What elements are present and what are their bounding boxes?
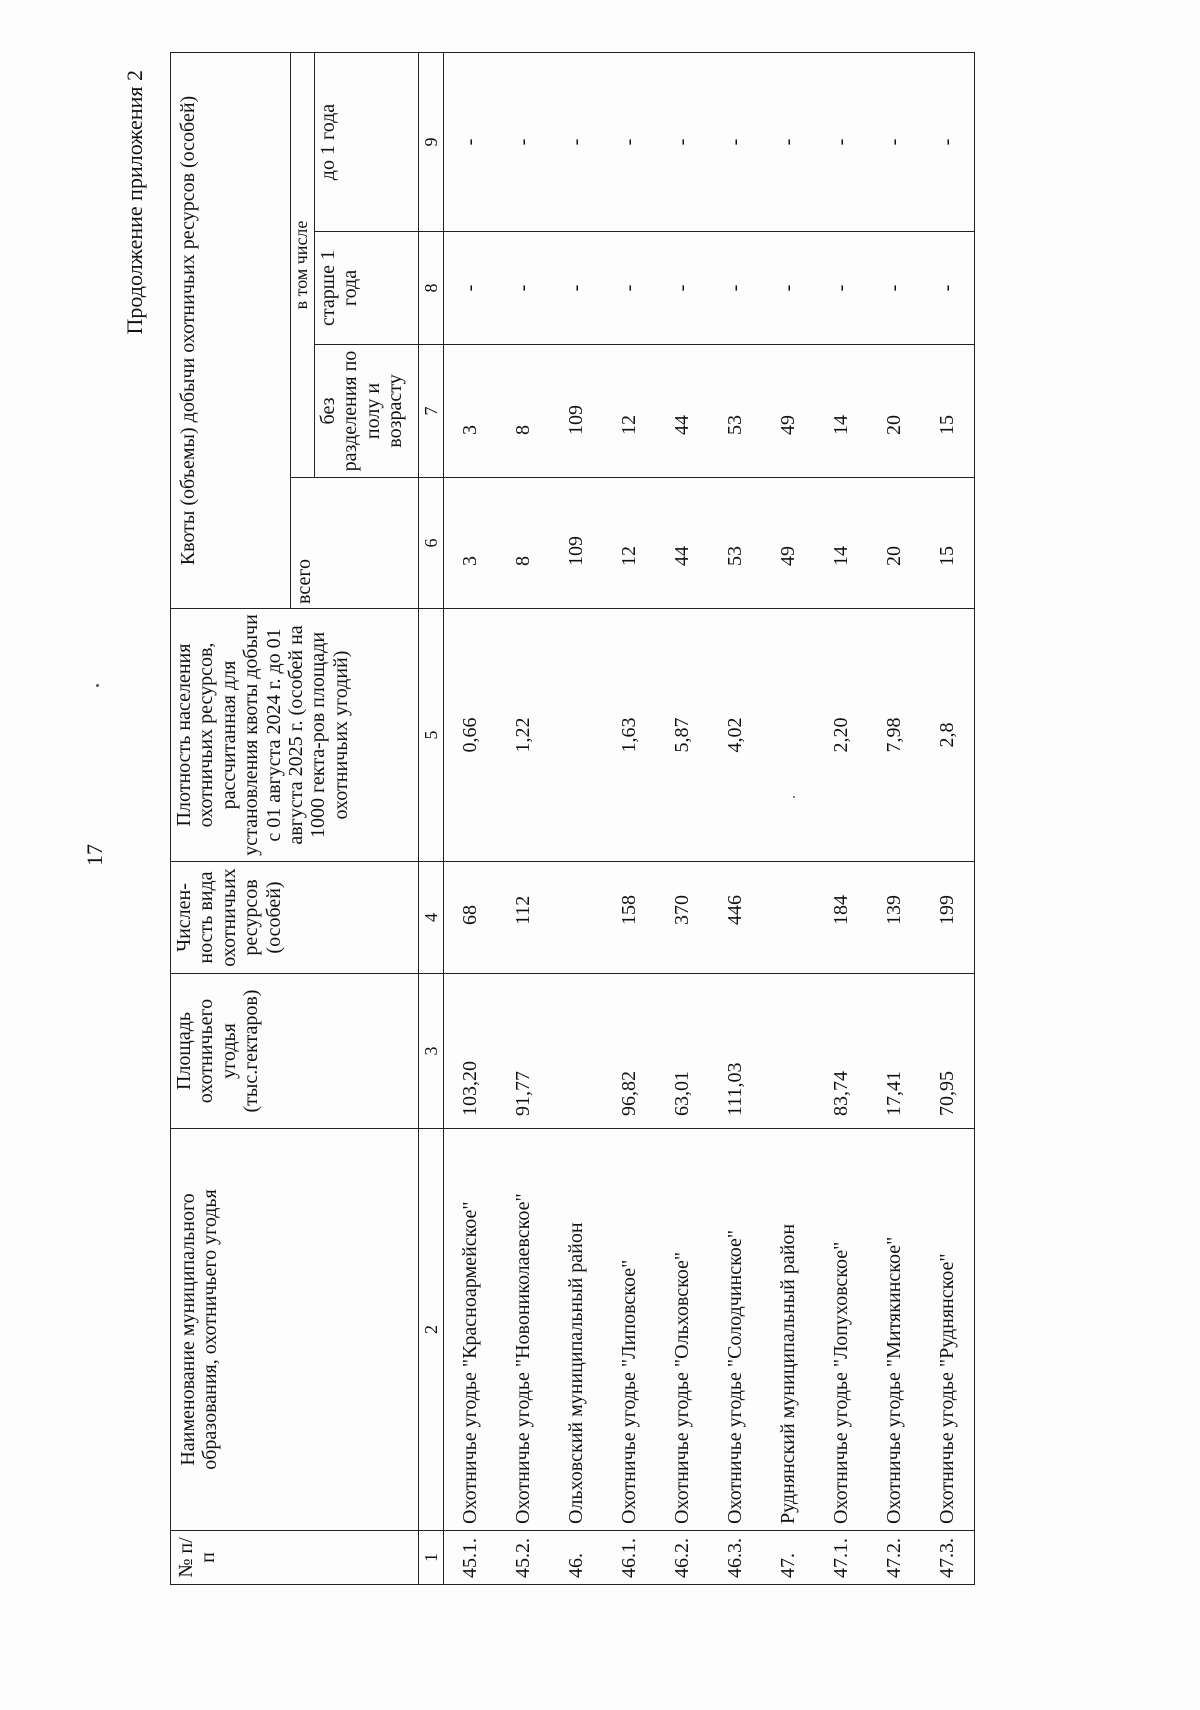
row-no-split: 109 <box>550 345 603 478</box>
column-number: 3 <box>419 974 444 1129</box>
row-count: 68 <box>444 862 498 974</box>
row-older: - <box>868 232 921 345</box>
table-row <box>815 53 868 1585</box>
row-no-split: 14 <box>815 345 868 478</box>
row-name: Охотничье угодье "Ольховское" <box>656 1129 709 1531</box>
row-older: - <box>497 232 550 345</box>
row-name: Охотничье угодье "Новониколаевское" <box>497 1129 550 1531</box>
row-name: Охотничье угодье "Руднянское" <box>921 1129 975 1531</box>
header-older: старше 1 года <box>315 232 419 345</box>
column-number-row <box>419 53 444 1585</box>
row-count: 112 <box>497 862 550 974</box>
row-density: 2,20 <box>815 609 868 862</box>
row-count: 446 <box>709 862 762 974</box>
row-younger: - <box>815 53 868 232</box>
header-area: Площадь охотничьего угодья (тыс.гектаров) <box>171 974 419 1129</box>
row-area: 91,77 <box>497 974 550 1129</box>
column-number: 1 <box>419 1531 444 1585</box>
row-density <box>762 609 815 862</box>
row-number: 47. <box>762 1531 815 1585</box>
row-older: - <box>762 232 815 345</box>
header-including: в том числе <box>291 53 315 478</box>
row-name: Охотничье угодье "Красноармейское" <box>444 1129 498 1531</box>
row-count: 184 <box>815 862 868 974</box>
row-area: 70,95 <box>921 974 975 1129</box>
row-no-split: 15 <box>921 345 975 478</box>
row-area: 17,41 <box>868 974 921 1129</box>
table-row <box>868 53 921 1585</box>
row-older: - <box>656 232 709 345</box>
row-count: 370 <box>656 862 709 974</box>
continuation-label: Продолжение приложения 2 <box>122 70 147 335</box>
header-younger: до 1 года <box>315 53 419 232</box>
header-total: всего <box>291 478 419 609</box>
row-density: 4,02 <box>709 609 762 862</box>
row-total: 49 <box>762 478 815 609</box>
column-number: 8 <box>419 232 444 345</box>
row-density: 1,22 <box>497 609 550 862</box>
row-younger: - <box>762 53 815 232</box>
row-no-split: 3 <box>444 345 498 478</box>
table-row <box>762 53 815 1585</box>
row-no-split: 8 <box>497 345 550 478</box>
row-number: 46.1. <box>603 1531 656 1585</box>
row-number: 46.2. <box>656 1531 709 1585</box>
row-total: 3 <box>444 478 498 609</box>
row-count <box>762 862 815 974</box>
scan-speck <box>793 796 795 798</box>
header-num: № п/п <box>171 1531 419 1585</box>
row-area <box>762 974 815 1129</box>
row-total: 44 <box>656 478 709 609</box>
row-no-split: 53 <box>709 345 762 478</box>
row-density: 5,87 <box>656 609 709 862</box>
row-no-split: 20 <box>868 345 921 478</box>
row-total: 12 <box>603 478 656 609</box>
header-quota-group: Квоты (объемы) добычи охотничьих ресурсов (особей) <box>171 53 291 609</box>
row-younger: - <box>868 53 921 232</box>
row-older: - <box>709 232 762 345</box>
column-number: 7 <box>419 345 444 478</box>
page-number: 17 <box>82 844 107 866</box>
header-no-split: без разделения по полу и возрасту <box>315 345 419 478</box>
row-no-split: 49 <box>762 345 815 478</box>
table-body <box>444 53 975 1585</box>
row-total: 14 <box>815 478 868 609</box>
row-older: - <box>921 232 975 345</box>
table-row <box>497 53 550 1585</box>
row-younger: - <box>444 53 498 232</box>
row-total: 109 <box>550 478 603 609</box>
column-number: 5 <box>419 609 444 862</box>
row-older: - <box>550 232 603 345</box>
row-number: 47.2. <box>868 1531 921 1585</box>
table-row <box>921 53 975 1585</box>
row-density: 2,8 <box>921 609 975 862</box>
row-total: 15 <box>921 478 975 609</box>
column-number: 2 <box>419 1129 444 1531</box>
row-total: 8 <box>497 478 550 609</box>
table-row <box>603 53 656 1585</box>
row-number: 47.3. <box>921 1531 975 1585</box>
row-younger: - <box>709 53 762 232</box>
row-number: 45.1. <box>444 1531 498 1585</box>
row-no-split: 12 <box>603 345 656 478</box>
row-older: - <box>603 232 656 345</box>
row-name: Охотничье угодье "Липовское" <box>603 1129 656 1531</box>
row-count: 139 <box>868 862 921 974</box>
table-row <box>550 53 603 1585</box>
scan-speck <box>96 684 99 687</box>
row-density: 0,66 <box>444 609 498 862</box>
row-name: Охотничье угодье "Лопуховское" <box>815 1129 868 1531</box>
header-density: Плотность населения охотничьих ресурсов, рассчитанная для установления квоты добычи с 01 августа 2024 г. до 01 августа 2025 г. (особей на 1000 гекта-ров площади охотничьих угодий) <box>171 609 419 862</box>
row-number: 46.3. <box>709 1531 762 1585</box>
row-area: 111,03 <box>709 974 762 1129</box>
quota-table <box>170 52 975 1585</box>
row-density: 1,63 <box>603 609 656 862</box>
column-number: 9 <box>419 53 444 232</box>
column-number: 4 <box>419 862 444 974</box>
row-name: Руднянский муниципальный район <box>762 1129 815 1531</box>
row-younger: - <box>656 53 709 232</box>
row-total: 53 <box>709 478 762 609</box>
row-number: 47.1. <box>815 1531 868 1585</box>
row-younger: - <box>550 53 603 232</box>
row-area: 103,20 <box>444 974 498 1129</box>
table-row <box>656 53 709 1585</box>
row-younger: - <box>921 53 975 232</box>
row-number: 46. <box>550 1531 603 1585</box>
row-older: - <box>444 232 498 345</box>
row-total: 20 <box>868 478 921 609</box>
row-density: 7,98 <box>868 609 921 862</box>
row-no-split: 44 <box>656 345 709 478</box>
row-older: - <box>815 232 868 345</box>
row-count: 199 <box>921 862 975 974</box>
row-name: Охотничье угодье "Солодчинское" <box>709 1129 762 1531</box>
row-area: 83,74 <box>815 974 868 1129</box>
table-row <box>709 53 762 1585</box>
row-name: Охотничье угодье "Митякинское" <box>868 1129 921 1531</box>
row-density <box>550 609 603 862</box>
row-area: 96,82 <box>603 974 656 1129</box>
row-younger: - <box>497 53 550 232</box>
header-count: Числен-ность вида охотничьих ресурсов (особей) <box>171 862 419 974</box>
column-number: 6 <box>419 478 444 609</box>
row-younger: - <box>603 53 656 232</box>
table-row <box>444 53 498 1585</box>
row-area: 63,01 <box>656 974 709 1129</box>
row-number: 45.2. <box>497 1531 550 1585</box>
row-name: Ольховский муниципальный район <box>550 1129 603 1531</box>
row-count <box>550 862 603 974</box>
row-count: 158 <box>603 862 656 974</box>
header-name: Наименование муниципального образования, охотничьего угодья <box>171 1129 419 1531</box>
row-area <box>550 974 603 1129</box>
